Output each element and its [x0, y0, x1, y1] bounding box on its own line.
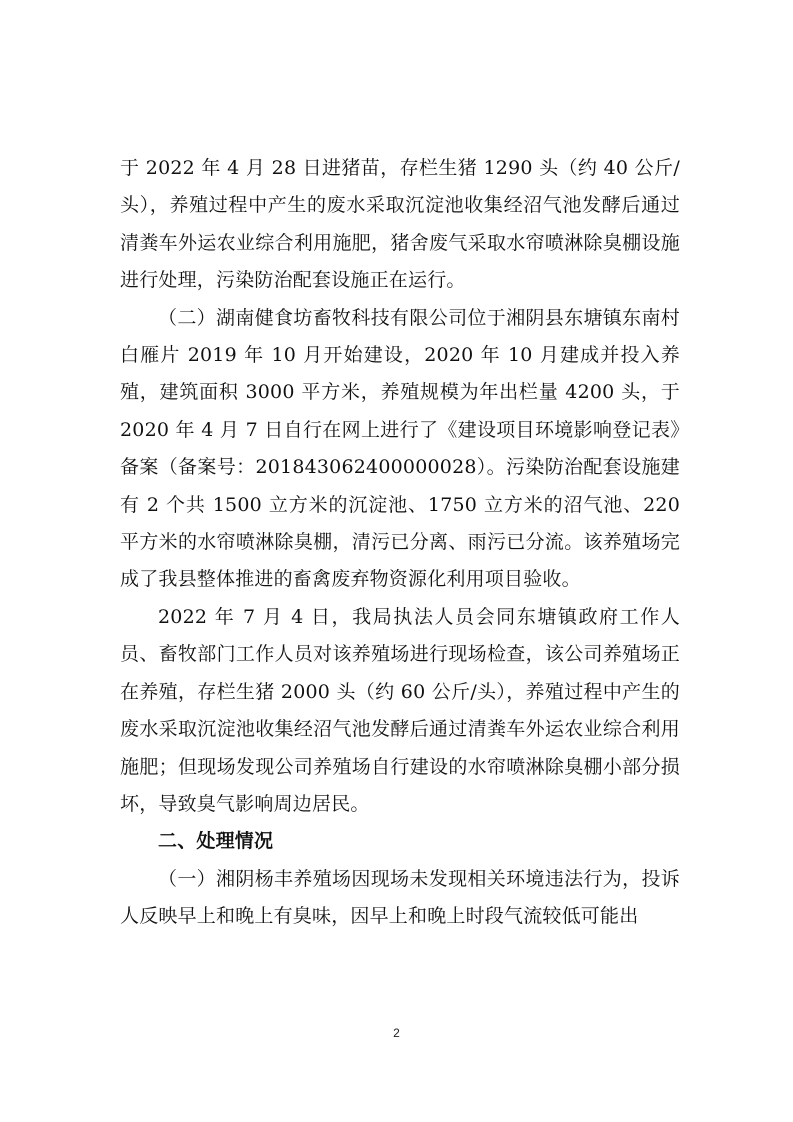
paragraph-handling-1: （一）湘阴杨丰养殖场因现场未发现相关环境违法行为，投诉人反映早上和晚上有臭味，因早上和晚上时段气流较低可能出: [120, 867, 680, 928]
page-number: 2: [393, 1026, 400, 1040]
paragraph-company-2: （二）湖南健食坊畜牧科技有限公司位于湘阴县东塘镇东南村白雁片 2019 年 10 月开始建设，2020 年 10 月建成并投入养殖，建筑面积 3000 平方米，养殖规模为年出栏量 4200 头，于 2020 年 4 月 7 日自行在网上进行了《建设项目环境影响登记表》备案（备案号：201843062400000028）。污染防治配套设施建有 2 个共 1500 立方米的沉淀池、1750 立方米的沼气池、220 平方米的水帘喷淋除臭棚，清污已分离、雨污已分流。该养殖场完成了我县整体推进的畜禽废弃物资源化利用项目验收。: [120, 306, 680, 591]
document-body: [120, 150, 680, 936]
section-heading: 二、处理情况: [158, 830, 274, 853]
paragraph-continuation: 于 2022 年 4 月 28 日进猪苗，存栏生猪 1290 头（约 40 公斤/头），养殖过程中产生的废水采取沉淀池收集经沼气池发酵后通过清粪车外运农业综合利用施肥，猪舍废气采取水帘喷淋除臭棚设施进行处理，污染防治配套设施正在运行。: [120, 157, 680, 292]
paragraph-inspection: 2022 年 7 月 4 日，我局执法人员会同东塘镇政府工作人员、畜牧部门工作人员对该养殖场进行现场检查，该公司养殖场正在养殖，存栏生猪 2000 头（约 60 公斤/头），养殖过程中产生的废水采取沉淀池收集经沼气池发酵后通过清粪车外运农业综合利用施肥；但现场发现公司养殖场自行建设的水帘喷淋除臭棚小部分损坏，导致臭气影响周边居民。: [120, 605, 680, 815]
